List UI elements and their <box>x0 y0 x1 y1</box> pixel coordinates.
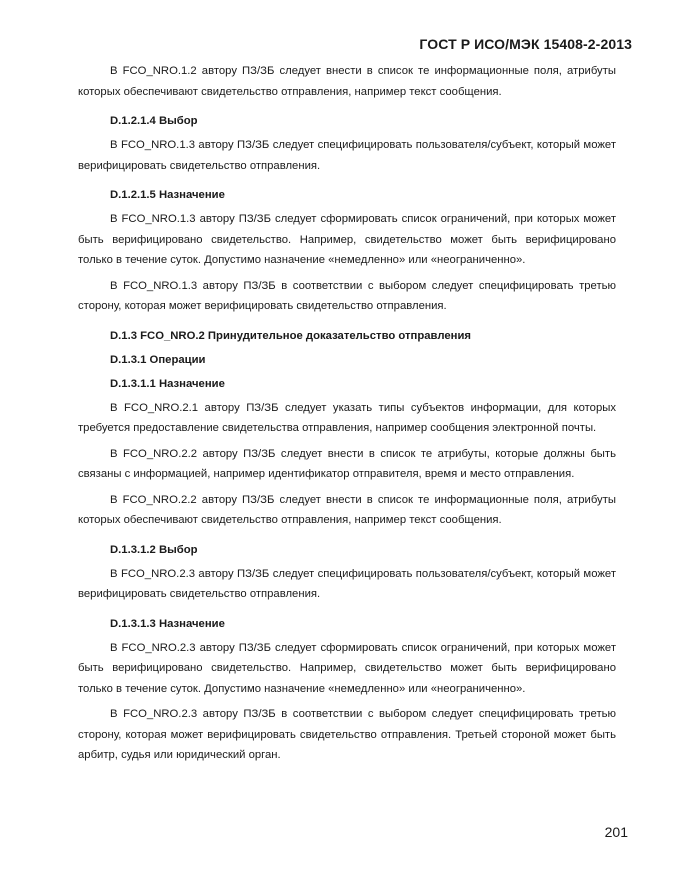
paragraph: В FCO_NRO.2.2 автору ПЗ/ЗБ следует внести в список те атрибуты, которые должны быть связаны с информацией, например идентификатор отправителя, время и место отправления. <box>78 447 616 480</box>
standard-header: ГОСТ Р ИСО/МЭК 15408-2-2013 <box>419 36 632 52</box>
section-heading: D.1.3.1.2 Выбор <box>110 543 198 556</box>
section-heading: D.1.2.1.5 Назначение <box>110 189 225 201</box>
section-heading: D.1.2.1.4 Выбор <box>110 115 198 127</box>
paragraph: В FCO_NRO.1.3 автору ПЗ/ЗБ в соответствии с выбором следует специфицировать третью сторону, которая может верифицировать свидетельство отправления. <box>78 279 616 312</box>
paragraph: В FCO_NRO.2.2 автору ПЗ/ЗБ следует внести в список те информационные поля, атрибуты которых обеспечивают свидетельство отправления, например текст сообщения. <box>78 493 616 526</box>
paragraph: В FCO_NRO.2.1 автору ПЗ/ЗБ следует указать типы субъектов информации, для которых требуется предоставление свидетельства отправления, например сообщения электронной почты. <box>78 401 616 434</box>
page-number: 201 <box>604 824 628 840</box>
section-heading: D.1.3.1.3 Назначение <box>110 617 225 630</box>
section-heading: D.1.3.1.1 Назначение <box>110 377 225 390</box>
paragraph: В FCO_NRO.1.3 автору ПЗ/ЗБ следует сформировать список ограничений, при которых может быть верифицировано свидетельство. Например, свидетельство может быть верифицировано только в течение суток. Допустимо назначение «немедленно» или «неограниченно». <box>78 213 616 266</box>
document-body <box>78 61 616 771</box>
paragraph: В FCO_NRO.2.3 автору ПЗ/ЗБ следует специфицировать пользователя/субъект, который может верифицировать свидетельство отправления. <box>78 567 616 600</box>
paragraph: В FCO_NRO.1.3 автору ПЗ/ЗБ следует специфицировать пользователя/субъект, который может верифицировать свидетельство отправления. <box>78 139 616 172</box>
paragraph: В FCO_NRO.2.3 автору ПЗ/ЗБ в соответствии с выбором следует специфицировать третью сторону, которая может верифицировать свидетельство отправления. Третьей стороной может быть арбитр, судья или юридический орган. <box>78 708 616 761</box>
paragraph: В FCO_NRO.2.3 автору ПЗ/ЗБ следует сформировать список ограничений, при которых может быть верифицировано свидетельство. Например, свидетельство может быть верифицировано только в течение суток. Допустимо назначение «немедленно» или «неограниченно». <box>78 641 616 695</box>
paragraph: В FCO_NRO.1.2 автору ПЗ/ЗБ следует внести в список те информационные поля, атрибуты которых обеспечивают свидетельство отправления, например текст сообщения. <box>78 65 616 98</box>
section-heading: D.1.3 FCO_NRO.2 Принудительное доказательство отправления <box>110 329 472 342</box>
section-heading: D.1.3.1 Операции <box>110 353 206 366</box>
